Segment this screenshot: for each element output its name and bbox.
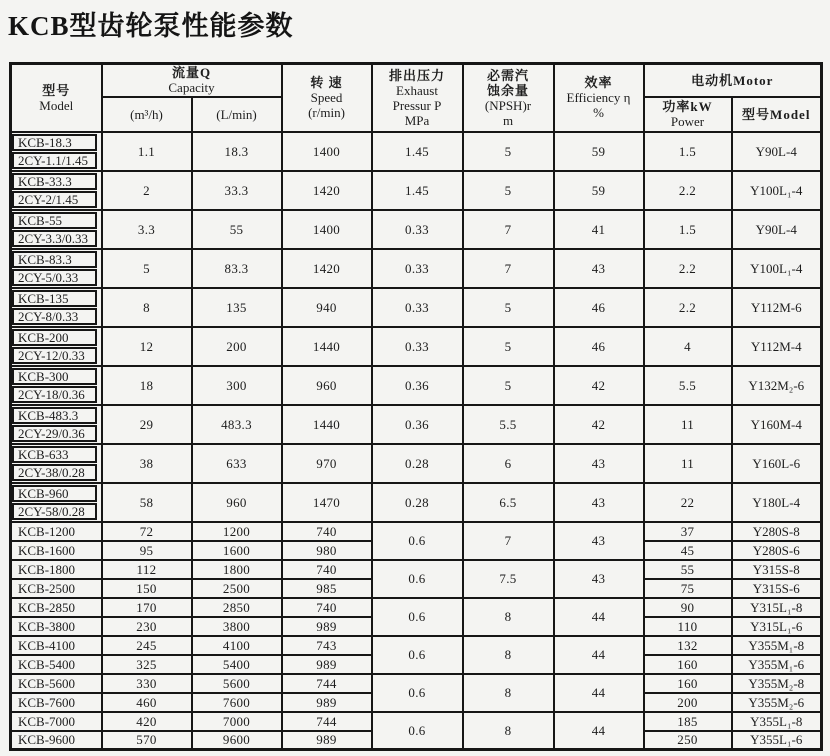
efficiency-cell: 43 (554, 444, 644, 483)
capacity-lmin-cell: 960 (192, 483, 282, 522)
exhaust-pressure-cell: 0.36 (372, 405, 463, 444)
model-cell (11, 288, 102, 327)
model-cell (11, 171, 102, 210)
exhaust-pressure-cell: 0.33 (372, 327, 463, 366)
npsh-cell: 7.5 (463, 560, 554, 598)
pump-alt-model: 2CY-1.1/1.45 (12, 152, 97, 169)
speed-cell: 1400 (282, 132, 372, 171)
table-row (11, 444, 822, 483)
pump-alt-model: 2CY-58/0.28 (12, 503, 97, 520)
npsh-cell: 7 (463, 210, 554, 249)
model-cell (11, 444, 102, 483)
header-line: % (593, 105, 604, 121)
header-line: Efficiency η (566, 90, 631, 106)
motor-power-cell: 185 (644, 712, 732, 731)
capacity-lmin-cell: 2850 (192, 598, 282, 617)
table-header (11, 64, 822, 132)
model-cell (11, 366, 102, 405)
motor-model-cell: Y355M₂-8 (732, 674, 822, 693)
capacity-lmin-cell: 3800 (192, 617, 282, 636)
capacity-m3h-cell: 18 (102, 366, 192, 405)
motor-model-cell: Y355M₂-6 (732, 693, 822, 712)
pump-alt-model: 2CY-2/1.45 (12, 191, 97, 208)
motor-model-cell: Y355M₁-6 (732, 655, 822, 674)
efficiency-cell: 44 (554, 636, 644, 674)
model-cell (11, 249, 102, 288)
exhaust-pressure-cell: 0.28 (372, 483, 463, 522)
capacity-lmin-cell: 7600 (192, 693, 282, 712)
exhaust-pressure-cell: 0.6 (372, 712, 463, 750)
motor-model-cell: Y112M-6 (732, 288, 822, 327)
capacity-lmin-cell: 1600 (192, 541, 282, 560)
exhaust-pressure-cell: 0.6 (372, 674, 463, 712)
header-line: 型号Model (742, 106, 811, 122)
speed-cell: 1400 (282, 210, 372, 249)
capacity-lmin-cell: 18.3 (192, 132, 282, 171)
pump-model: KCB-135 (12, 290, 97, 307)
npsh-cell: 8 (463, 598, 554, 636)
pump-alt-model: 2CY-12/0.33 (12, 347, 97, 364)
header-line: 转 速 (310, 75, 343, 91)
capacity-lmin-cell: 9600 (192, 731, 282, 750)
speed-cell: 980 (282, 541, 372, 560)
model-cell: KCB-1200 (11, 522, 102, 541)
npsh-cell: 5 (463, 132, 554, 171)
pump-alt-model: 2CY-38/0.28 (12, 464, 97, 481)
header-line: Exhaust (396, 82, 438, 98)
motor-model-cell: Y315S-6 (732, 579, 822, 598)
motor-model-cell: Y280S-8 (732, 522, 822, 541)
motor-model-cell: Y100L₁-4 (732, 249, 822, 288)
npsh-cell: 7 (463, 522, 554, 560)
capacity-m3h-cell: 5 (102, 249, 192, 288)
model-cell: KCB-3800 (11, 617, 102, 636)
exhaust-pressure-cell: 0.28 (372, 444, 463, 483)
exhaust-pressure-cell: 0.6 (372, 636, 463, 674)
header-line: 效率 (584, 75, 613, 91)
pump-model: KCB-483.3 (12, 407, 97, 424)
model-cell: KCB-7000 (11, 712, 102, 731)
header-line: Capacity (168, 80, 215, 96)
speed-cell: 1420 (282, 249, 372, 288)
pump-alt-model: 2CY-5/0.33 (12, 269, 97, 286)
header-line: (NPSH)r (484, 97, 532, 113)
motor-model-cell: Y355M₁-8 (732, 636, 822, 655)
exhaust-pressure-cell: 0.33 (372, 249, 463, 288)
capacity-lmin-cell: 1800 (192, 560, 282, 579)
exhaust-pressure-cell: 1.45 (372, 171, 463, 210)
header-capacity-lmin (192, 97, 282, 132)
speed-cell: 989 (282, 693, 372, 712)
npsh-cell: 8 (463, 674, 554, 712)
speed-cell: 989 (282, 617, 372, 636)
header-line: 必需汽 (486, 67, 529, 83)
table-row (11, 560, 822, 579)
motor-model-cell: Y90L-4 (732, 132, 822, 171)
capacity-m3h-cell: 95 (102, 541, 192, 560)
header-line: Power (670, 114, 705, 129)
table-row (11, 522, 822, 541)
header-motor (644, 64, 822, 97)
efficiency-cell: 43 (554, 522, 644, 560)
motor-power-cell: 1.5 (644, 132, 732, 171)
efficiency-cell: 42 (554, 366, 644, 405)
speed-cell: 940 (282, 288, 372, 327)
motor-power-cell: 2.2 (644, 171, 732, 210)
npsh-cell: 6 (463, 444, 554, 483)
capacity-lmin-cell: 1200 (192, 522, 282, 541)
efficiency-cell: 43 (554, 483, 644, 522)
motor-model-cell: Y160L-6 (732, 444, 822, 483)
npsh-cell: 5 (463, 327, 554, 366)
motor-power-cell: 11 (644, 444, 732, 483)
table-row (11, 288, 822, 327)
motor-power-cell: 110 (644, 617, 732, 636)
speed-cell: 740 (282, 560, 372, 579)
pump-alt-model: 2CY-3.3/0.33 (12, 230, 97, 247)
pump-model: KCB-960 (12, 485, 97, 502)
pump-model: KCB-18.3 (12, 134, 97, 151)
npsh-cell: 6.5 (463, 483, 554, 522)
capacity-m3h-cell: 112 (102, 560, 192, 579)
pump-alt-model: 2CY-8/0.33 (12, 308, 97, 325)
capacity-m3h-cell: 570 (102, 731, 192, 750)
motor-power-cell: 2.2 (644, 288, 732, 327)
capacity-lmin-cell: 135 (192, 288, 282, 327)
efficiency-cell: 43 (554, 560, 644, 598)
npsh-cell: 8 (463, 636, 554, 674)
motor-model-cell: Y315L₁-6 (732, 617, 822, 636)
capacity-m3h-cell: 460 (102, 693, 192, 712)
exhaust-pressure-cell: 0.33 (372, 210, 463, 249)
model-cell: KCB-4100 (11, 636, 102, 655)
header-line: Speed (310, 90, 343, 106)
pump-model: KCB-300 (12, 368, 97, 385)
table-row (11, 483, 822, 522)
motor-power-cell: 37 (644, 522, 732, 541)
motor-power-cell: 45 (644, 541, 732, 560)
capacity-lmin-cell: 200 (192, 327, 282, 366)
capacity-lmin-cell: 33.3 (192, 171, 282, 210)
table-row (11, 674, 822, 693)
efficiency-cell: 44 (554, 712, 644, 750)
motor-model-cell: Y160M-4 (732, 405, 822, 444)
header-line: 流量Q (171, 65, 212, 81)
motor-model-cell: Y280S-6 (732, 541, 822, 560)
header-line: (r/min) (308, 105, 345, 121)
speed-cell: 960 (282, 366, 372, 405)
npsh-cell: 5.5 (463, 405, 554, 444)
pump-alt-model: 2CY-18/0.36 (12, 386, 97, 403)
motor-model-cell: Y315S-8 (732, 560, 822, 579)
capacity-m3h-cell: 1.1 (102, 132, 192, 171)
motor-model-cell: Y355L₁-6 (732, 731, 822, 750)
speed-cell: 743 (282, 636, 372, 655)
speed-cell: 1440 (282, 405, 372, 444)
npsh-cell: 5 (463, 366, 554, 405)
model-cell: KCB-9600 (11, 731, 102, 750)
capacity-m3h-cell: 170 (102, 598, 192, 617)
motor-power-cell: 132 (644, 636, 732, 655)
model-cell: KCB-1800 (11, 560, 102, 579)
header-row-1 (11, 64, 822, 97)
header-line: 电动机Motor (691, 72, 774, 88)
motor-power-cell: 160 (644, 674, 732, 693)
table-row (11, 210, 822, 249)
capacity-lmin-cell: 300 (192, 366, 282, 405)
exhaust-pressure-cell: 0.6 (372, 598, 463, 636)
table-row (11, 712, 822, 731)
model-cell: KCB-1600 (11, 541, 102, 560)
table-row (11, 366, 822, 405)
table-row (11, 598, 822, 617)
speed-cell: 989 (282, 731, 372, 750)
npsh-cell: 5 (463, 288, 554, 327)
motor-power-cell: 55 (644, 560, 732, 579)
motor-power-cell: 4 (644, 327, 732, 366)
header-npsh (463, 64, 554, 132)
exhaust-pressure-cell: 0.36 (372, 366, 463, 405)
model-cell: KCB-5600 (11, 674, 102, 693)
header-line: (m³/h) (130, 106, 163, 122)
motor-power-cell: 200 (644, 693, 732, 712)
efficiency-cell: 43 (554, 249, 644, 288)
speed-cell: 744 (282, 674, 372, 693)
speed-cell: 1440 (282, 327, 372, 366)
capacity-m3h-cell: 29 (102, 405, 192, 444)
header-capacity-m3h (102, 97, 192, 132)
header-model (11, 64, 102, 132)
capacity-m3h-cell: 3.3 (102, 210, 192, 249)
table-body (11, 132, 822, 750)
model-cell: KCB-5400 (11, 655, 102, 674)
speed-cell: 1470 (282, 483, 372, 522)
model-cell (11, 327, 102, 366)
capacity-m3h-cell: 330 (102, 674, 192, 693)
header-line: MPa (404, 112, 430, 128)
speed-cell: 970 (282, 444, 372, 483)
exhaust-pressure-cell: 0.6 (372, 560, 463, 598)
capacity-m3h-cell: 420 (102, 712, 192, 731)
header-speed (282, 64, 372, 132)
header-motor-power (644, 97, 732, 132)
header-exhaust-pressure (372, 64, 463, 132)
capacity-m3h-cell: 8 (102, 288, 192, 327)
capacity-m3h-cell: 2 (102, 171, 192, 210)
header-line: Model (39, 97, 74, 113)
exhaust-pressure-cell: 0.33 (372, 288, 463, 327)
pump-model: KCB-55 (12, 212, 97, 229)
motor-power-cell: 5.5 (644, 366, 732, 405)
capacity-lmin-cell: 83.3 (192, 249, 282, 288)
header-line: 功率kW (662, 99, 713, 114)
speed-cell: 740 (282, 522, 372, 541)
motor-model-cell: Y315L₁-8 (732, 598, 822, 617)
npsh-cell: 7 (463, 249, 554, 288)
table-row (11, 636, 822, 655)
pump-model: KCB-83.3 (12, 251, 97, 268)
speed-cell: 1420 (282, 171, 372, 210)
pump-model: KCB-633 (12, 446, 97, 463)
capacity-lmin-cell: 5600 (192, 674, 282, 693)
capacity-lmin-cell: 483.3 (192, 405, 282, 444)
efficiency-cell: 59 (554, 171, 644, 210)
header-line: Pressur P (392, 97, 442, 113)
header-efficiency (554, 64, 644, 132)
pump-table (9, 62, 823, 751)
motor-power-cell: 160 (644, 655, 732, 674)
capacity-m3h-cell: 58 (102, 483, 192, 522)
efficiency-cell: 44 (554, 674, 644, 712)
efficiency-cell: 59 (554, 132, 644, 171)
header-line: 蚀余量 (486, 82, 529, 98)
efficiency-cell: 46 (554, 327, 644, 366)
efficiency-cell: 42 (554, 405, 644, 444)
table-row (11, 405, 822, 444)
capacity-lmin-cell: 4100 (192, 636, 282, 655)
table-row (11, 249, 822, 288)
capacity-lmin-cell: 7000 (192, 712, 282, 731)
exhaust-pressure-cell: 0.6 (372, 522, 463, 560)
page-title: KCB型齿轮泵性能参数 (8, 11, 294, 41)
npsh-cell: 5 (463, 171, 554, 210)
header-line: 排出压力 (388, 67, 445, 83)
capacity-m3h-cell: 150 (102, 579, 192, 598)
efficiency-cell: 44 (554, 598, 644, 636)
pump-alt-model: 2CY-29/0.36 (12, 425, 97, 442)
speed-cell: 989 (282, 655, 372, 674)
header-capacity (102, 64, 282, 97)
header-line: 型号 (42, 82, 71, 98)
capacity-m3h-cell: 12 (102, 327, 192, 366)
efficiency-cell: 46 (554, 288, 644, 327)
motor-model-cell: Y132M₂-6 (732, 366, 822, 405)
table-row (11, 171, 822, 210)
motor-power-cell: 2.2 (644, 249, 732, 288)
table-row (11, 132, 822, 171)
motor-model-cell: Y112M-4 (732, 327, 822, 366)
speed-cell: 740 (282, 598, 372, 617)
capacity-lmin-cell: 633 (192, 444, 282, 483)
motor-power-cell: 22 (644, 483, 732, 522)
model-cell (11, 405, 102, 444)
capacity-m3h-cell: 245 (102, 636, 192, 655)
motor-model-cell: Y90L-4 (732, 210, 822, 249)
speed-cell: 744 (282, 712, 372, 731)
model-cell: KCB-2500 (11, 579, 102, 598)
model-cell: KCB-2850 (11, 598, 102, 617)
capacity-lmin-cell: 5400 (192, 655, 282, 674)
motor-model-cell: Y355L₁-8 (732, 712, 822, 731)
model-cell: KCB-7600 (11, 693, 102, 712)
header-line: m (502, 112, 514, 128)
capacity-m3h-cell: 230 (102, 617, 192, 636)
pump-model: KCB-200 (12, 329, 97, 346)
capacity-lmin-cell: 2500 (192, 579, 282, 598)
header-line: (L/min) (216, 106, 257, 122)
speed-cell: 985 (282, 579, 372, 598)
pump-model: KCB-33.3 (12, 173, 97, 190)
table-row (11, 327, 822, 366)
capacity-lmin-cell: 55 (192, 210, 282, 249)
capacity-m3h-cell: 325 (102, 655, 192, 674)
capacity-m3h-cell: 38 (102, 444, 192, 483)
model-cell (11, 132, 102, 171)
header-motor-model (732, 97, 822, 132)
npsh-cell: 8 (463, 712, 554, 750)
motor-power-cell: 11 (644, 405, 732, 444)
motor-power-cell: 1.5 (644, 210, 732, 249)
efficiency-cell: 41 (554, 210, 644, 249)
motor-model-cell: Y180L-4 (732, 483, 822, 522)
exhaust-pressure-cell: 1.45 (372, 132, 463, 171)
model-cell (11, 210, 102, 249)
pump-performance-table (9, 62, 823, 751)
motor-power-cell: 75 (644, 579, 732, 598)
motor-model-cell: Y100L₁-4 (732, 171, 822, 210)
capacity-m3h-cell: 72 (102, 522, 192, 541)
motor-power-cell: 250 (644, 731, 732, 750)
motor-power-cell: 90 (644, 598, 732, 617)
model-cell (11, 483, 102, 522)
